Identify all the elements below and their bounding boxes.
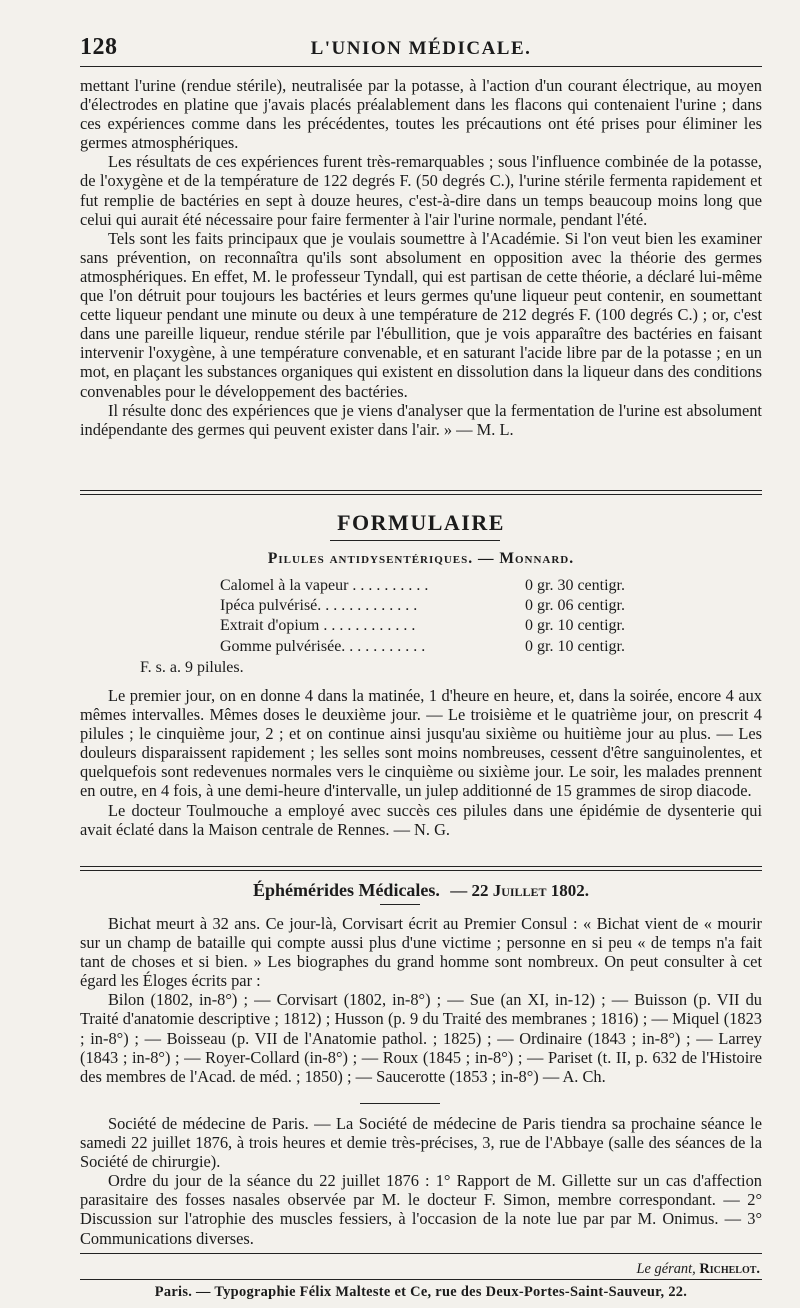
section-divider [80,490,762,495]
ingredient-row [220,596,640,616]
header-rule [80,66,762,67]
printer-imprint: Paris. — Typographie Félix Malteste et Ce, rue des Deux-Portes-Saint-Sauveur, 22. [154,1284,688,1300]
ingredient-row [220,637,640,657]
societe-paragraph: Ordre du jour de la séance du 22 juillet 1876 : 1° Rapport de M. Gillette sur un cas d'affection parasitaire des fosses nasales observée par M. le docteur F. Simon, membre correspondant. — 2° Discussion sur l'atrophie des muscles fessiers, à l'occasion de la note lue par par M. Onimus. — 3° Communications diverses. [80,1171,762,1248]
ingredient-quantity: 0 gr. 10 centigr. [525,617,625,635]
ingredient-row [220,576,640,596]
title-underline [330,540,500,541]
ephemerides-title: Éphémérides Médicales. [252,880,440,900]
ingredient-quantity: 0 gr. 30 centigr. [525,577,625,594]
ephemerides-paragraph: Bichat meurt à 32 ans. Ce jour-là, Corvisart écrit au Premier Consul : « Bichat vient de « mourir sur un champ de bataille qui compte aussi plus d'une victime ; personne en si peu « de temps n'a fait tant de choses et si bien. » Les biographes du grand homme sont nombreux. On peut consulter à cet égard les Éloges écrits par : [80,914,762,991]
ingredient-name: Extrait d'opium . . . . . . . . . . . . [220,617,416,635]
article-end [80,76,762,439]
gerant-signature [637,1261,760,1278]
short-divider [360,1103,440,1104]
ephemerides-body [80,914,762,1086]
ingredient-quantity: 0 gr. 10 centigr. [525,637,625,655]
societe-paragraph: Société de médecine de Paris. — La Société de médecine de Paris tiendra sa prochaine séance le samedi 22 juillet 1876, à trois heures et demie très-précises, 3, rue de l'Abbaye (salle des séances de la Société de chirurgie). [80,1114,762,1172]
ephemerides-paragraph: Bilon (1802, in-8°) ; — Corvisart (1802, in-8°) ; — Sue (an XI, in-12) ; — Buisson (p. VII du Traité d'anatomie descriptive ; 1812) ; Husson (p. 9 du Traité des membranes ; 1816) ; — Miquel (1823 ; in-8°) ; — Boisseau (p. VII de l'Anatomie pathol. ; 1825) ; — Ordinaire (1843 ; in-8°) ; — Larrey (1843 ; in-8°) ; — Royer-Collard (in-8°) ; — Roux (1845 ; in-8°) ; — Pariset (t. II, p. 632 de l'Histoire des membres de l'Acad. de méd. ; 1850) ; — Saucerotte (1853 ; in-8°) — A. Ch. [80,990,762,1086]
gerant-name: Richelot. [699,1261,760,1277]
formulaire-body [80,686,762,839]
title-underline [380,904,420,905]
gerant-label: Le gérant, [636,1261,696,1277]
formulaire-paragraph: Le premier jour, on en donne 4 dans la matinée, 1 d'heure en heure, et, dans la soirée, encore 4 aux mêmes intervalles. Mêmes doses le deuxième jour. — Le troisième et le quatrième jour, on prescrit 4 pilules ; le cinquième jour, 2 ; et on continue ainsi jusqu'au sixième ou huitième jour au plus. — Les douleurs disparaissent rapidement ; les selles sont moins nombreuses, cessent d'être sanguinolentes, et quelquefois sont redevenues normales vers le cinquième ou sixième jour. Le soir, les malades prennent en outre, en 4 fois, à une demi-heure d'intervalle, un julep additionné de 15 grammes de sirop diacode. [80,686,762,801]
recipe-title: Pilules antidysentériques. — Monnard. [267,550,575,567]
formulaire-paragraph: Le docteur Toulmouche a employé avec succès ces pilules dans une épidémie de dysenterie qui avait éclaté dans la Maison centrale de Rennes. — N. G. [80,800,762,839]
journal-title: L'UNION MÉDICALE. [310,38,532,59]
ingredient-name: Ipéca pulvérisé. . . . . . . . . . . . . [220,597,418,615]
footer-rule [80,1253,762,1254]
article-paragraph: Il résulte donc des expériences que je viens d'analyser que la fermentation de l'urine est absolument indépendante des germes qui peuvent exister dans l'air. » — M. L. [80,400,762,439]
article-paragraph: mettant l'urine (rendue stérile), neutralisée par la potasse, à l'action d'un courant électrique, au moyen d'électrodes en platine que j'avais placés préalablement dans les flacons qui contenaient l'urine ; dans ces expériences comme dans les précédentes, toutes les précautions ont été prises pour éliminer les germes atmosphériques. [80,76,762,153]
recipe-ingredients [220,576,640,657]
formulaire-title: FORMULAIRE [337,510,505,535]
ingredient-quantity: 0 gr. 06 centigr. [525,597,625,615]
page-header [80,34,762,64]
article-paragraph: Tels sont les faits principaux que je voulais soumettre à l'Académie. Si l'on veut bien les examiner sans prévention, on reconnaîtra qu'ils sont absolument en opposition avec la théorie des germes atmosphériques. En effet, M. le professeur Tyndall, qui est partisan de cette théorie, a déclaré lui-même que l'on détruit pour toujours les bactéries et leurs germes qu'une liqueur peut contenir, en soumettant cette liqueur pendant une minute ou deux à une température de 212 degrés F. (100 degrés C.) ; or, c'est dans une pareille liqueur, rendue stérile par l'ébullition, que je vois apparaître des bactéries en faisant intervenir l'oxygène, à une température convenable, et en saturant l'acide libre par de la potasse ; en un mot, en plaçant les substances organiques qui existent en dissolution dans la liqueur dans des conditions convenables pour le développement des bactéries. [80,228,762,401]
imprint-rule [80,1279,762,1280]
section-divider [80,866,762,871]
ingredient-name: Gomme pulvérisée. . . . . . . . . . . [220,637,426,655]
recipe-instruction: F. s. a. 9 pilules. [140,659,244,676]
societe-notice [80,1114,762,1248]
article-paragraph: Les résultats de ces expériences furent très-remarquables ; sous l'influence combinée de la potasse, de l'oxygène et de la température de 122 degrés F. (50 degrés C.), l'urine stérile fermenta rapidement et fut remplie de bactéries en sept à douze heures, c'est-à-dire dans un temps beaucoup moins long que celui qui aurait été nécessaire pour faire fermenter à l'air l'urine normale, pendant l'été. [80,152,762,229]
ephemerides-date: — 22 Juillet 1802. [450,881,590,900]
ephemerides-heading [80,880,762,901]
ingredient-name: Calomel à la vapeur . . . . . . . . . . [220,577,429,594]
page-number: 128 [80,34,118,60]
ingredient-row [220,616,640,636]
